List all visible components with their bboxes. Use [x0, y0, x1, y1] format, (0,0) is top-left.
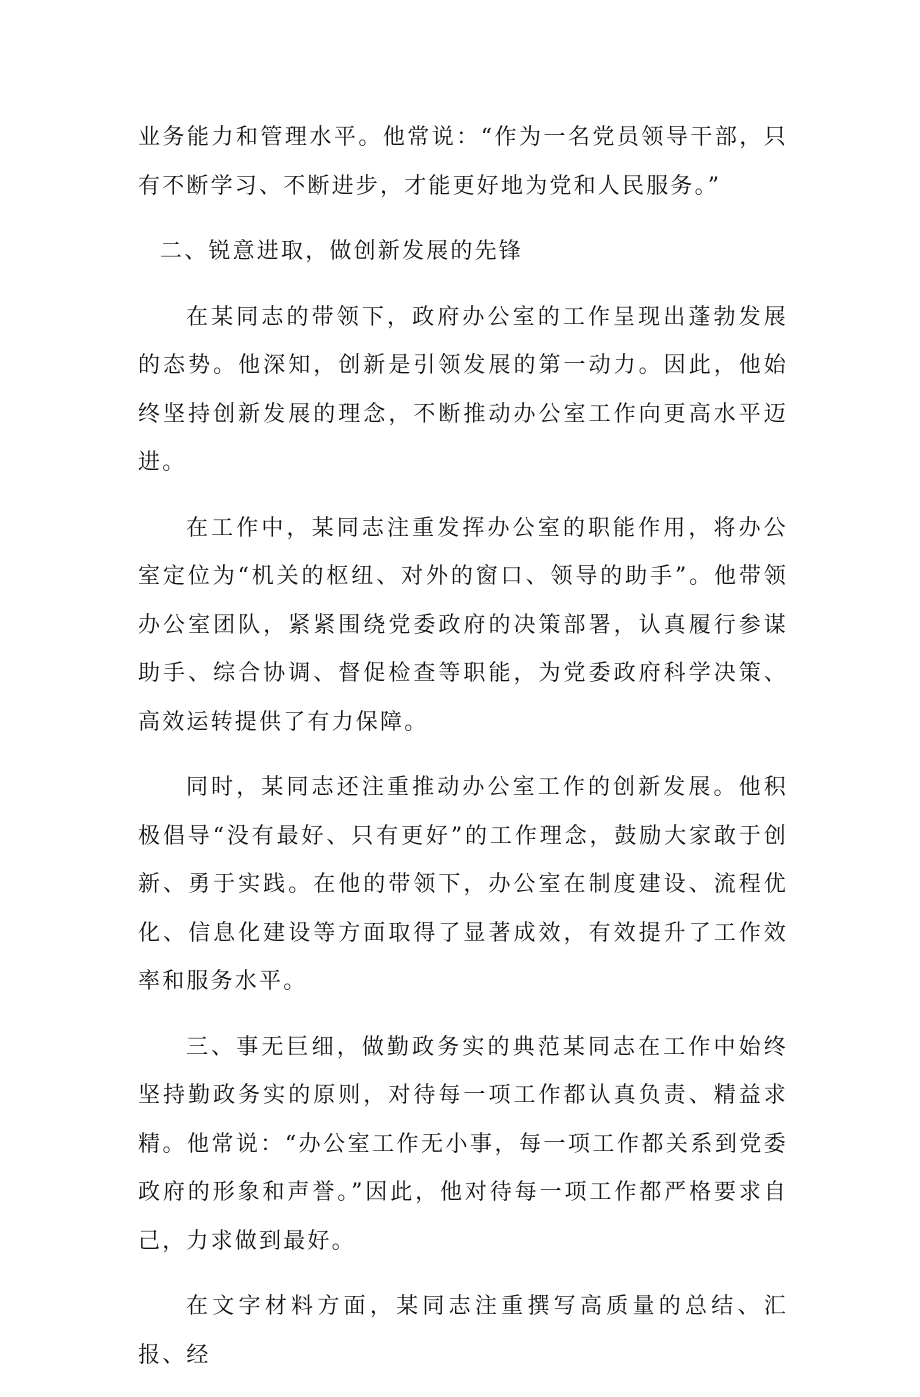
document-body [138, 114, 788, 1397]
paragraph-continuation: 业务能力和管理水平。他常说：“作为一名党员领导干部，只有不断学习、不断进步，才能更好地为党和人民服务。” [138, 125, 788, 199]
paragraph-truncated: 在文字材料方面，某同志注重撰写高质量的总结、汇报、经 [138, 1294, 788, 1368]
paragraph: 在某同志的带领下，政府办公室的工作呈现出蓬勃发展的态势。他深知，创新是引领发展的第一动力。因此，他始终坚持创新发展的理念，不断推动办公室工作向更高水平迈进。 [138, 304, 788, 475]
section-heading-2: 二、锐意进取，做创新发展的先锋 [160, 239, 524, 264]
section-heading-3-paragraph: 三、事无巨细，做勤政务实的典范某同志在工作中始终坚持勤政务实的原则，对待每一项工作都认真负责、精益求精。他常说：“办公室工作无小事，每一项工作都关系到党委政府的形象和声誉。”因此，他对待每一项工作都严格要求自己，力求做到最好。 [138, 1034, 788, 1254]
paragraph: 同时，某同志还注重推动办公室工作的创新发展。他积极倡导“没有最好、只有更好”的工作理念，鼓励大家敢于创新、勇于实践。在他的带领下，办公室在制度建设、流程优化、信息化建设等方面取得了显著成效，有效提升了工作效率和服务水平。 [138, 775, 788, 994]
paragraph: 在工作中，某同志注重发挥办公室的职能作用，将办公室定位为“机关的枢纽、对外的窗口、领导的助手”。他带领办公室团队，紧紧围绕党委政府的决策部署，认真履行参谋助手、综合协调、督促检查等职能，为党委政府科学决策、高效运转提供了有力保障。 [138, 515, 788, 735]
